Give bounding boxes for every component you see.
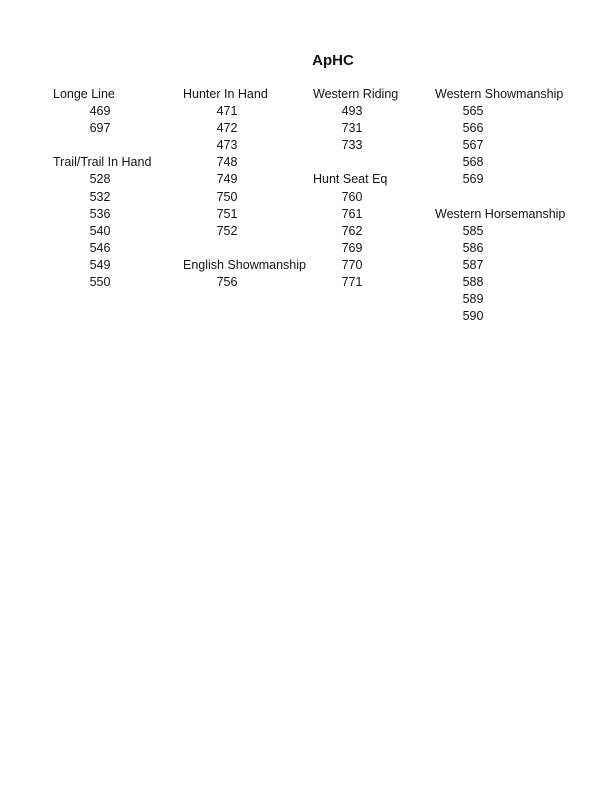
empty-cell [313, 308, 398, 325]
class-number: 472 [216, 121, 238, 136]
class-number: 532 [89, 189, 111, 204]
class-number: 568 [462, 155, 484, 170]
category-label: Hunter In Hand [183, 87, 268, 101]
class-number: 585 [462, 223, 484, 238]
class-number: 550 [89, 275, 111, 290]
category-label: Trail/Trail In Hand [53, 155, 152, 170]
class-number: 567 [462, 138, 484, 153]
category-label: Western Riding [313, 87, 399, 101]
empty-cell [183, 291, 306, 308]
class-number: 546 [89, 240, 111, 255]
class-number: 751 [216, 206, 238, 221]
class-number: 752 [216, 223, 238, 238]
class-number: 697 [89, 121, 111, 136]
empty-cell [183, 308, 306, 325]
class-number: 756 [216, 275, 238, 290]
class-number: 586 [462, 240, 484, 255]
category-label: Longe Line [53, 87, 115, 101]
class-number: 748 [216, 155, 238, 170]
class-number: 569 [462, 172, 484, 187]
category-label: English Showmanship [183, 257, 306, 272]
empty-cell [53, 291, 151, 308]
class-number: 590 [462, 309, 484, 324]
class-number: 540 [89, 223, 111, 238]
empty-cell [53, 308, 151, 325]
empty-cell [183, 240, 306, 257]
class-number: 471 [216, 104, 238, 119]
class-number: 549 [89, 257, 111, 272]
class-number: 565 [462, 104, 484, 119]
empty-cell [435, 189, 565, 206]
class-number: 760 [341, 189, 363, 204]
class-number: 587 [462, 257, 484, 272]
class-number: 566 [462, 121, 484, 136]
class-number: 469 [89, 104, 111, 119]
empty-cell [53, 137, 151, 154]
class-number: 750 [216, 189, 238, 204]
class-number: 769 [341, 240, 363, 255]
class-number: 528 [89, 172, 111, 187]
class-number: 493 [341, 104, 363, 119]
class-number: 771 [341, 275, 363, 290]
class-number: 761 [341, 206, 363, 221]
class-number: 589 [462, 292, 484, 307]
class-number: 536 [89, 206, 111, 221]
category-label: Hunt Seat Eq [313, 172, 388, 187]
class-number: 731 [341, 121, 363, 136]
column-longe-line-trail [53, 86, 151, 325]
category-label: Western Showmanship [435, 87, 564, 101]
class-number: 762 [341, 223, 363, 238]
category-label: Western Horsemanship [435, 206, 566, 221]
page-title: ApHC [312, 52, 354, 69]
column-hunter-in-hand [183, 86, 306, 325]
class-number: 473 [216, 138, 238, 153]
empty-cell [313, 154, 398, 171]
class-number: 733 [341, 138, 363, 153]
class-number: 588 [462, 275, 484, 290]
column-western-riding-hunt-seat [313, 86, 398, 325]
class-number: 770 [341, 257, 363, 272]
class-number: 749 [216, 172, 238, 187]
empty-cell [313, 291, 398, 308]
column-western-showmanship-horsemanship [435, 86, 565, 325]
